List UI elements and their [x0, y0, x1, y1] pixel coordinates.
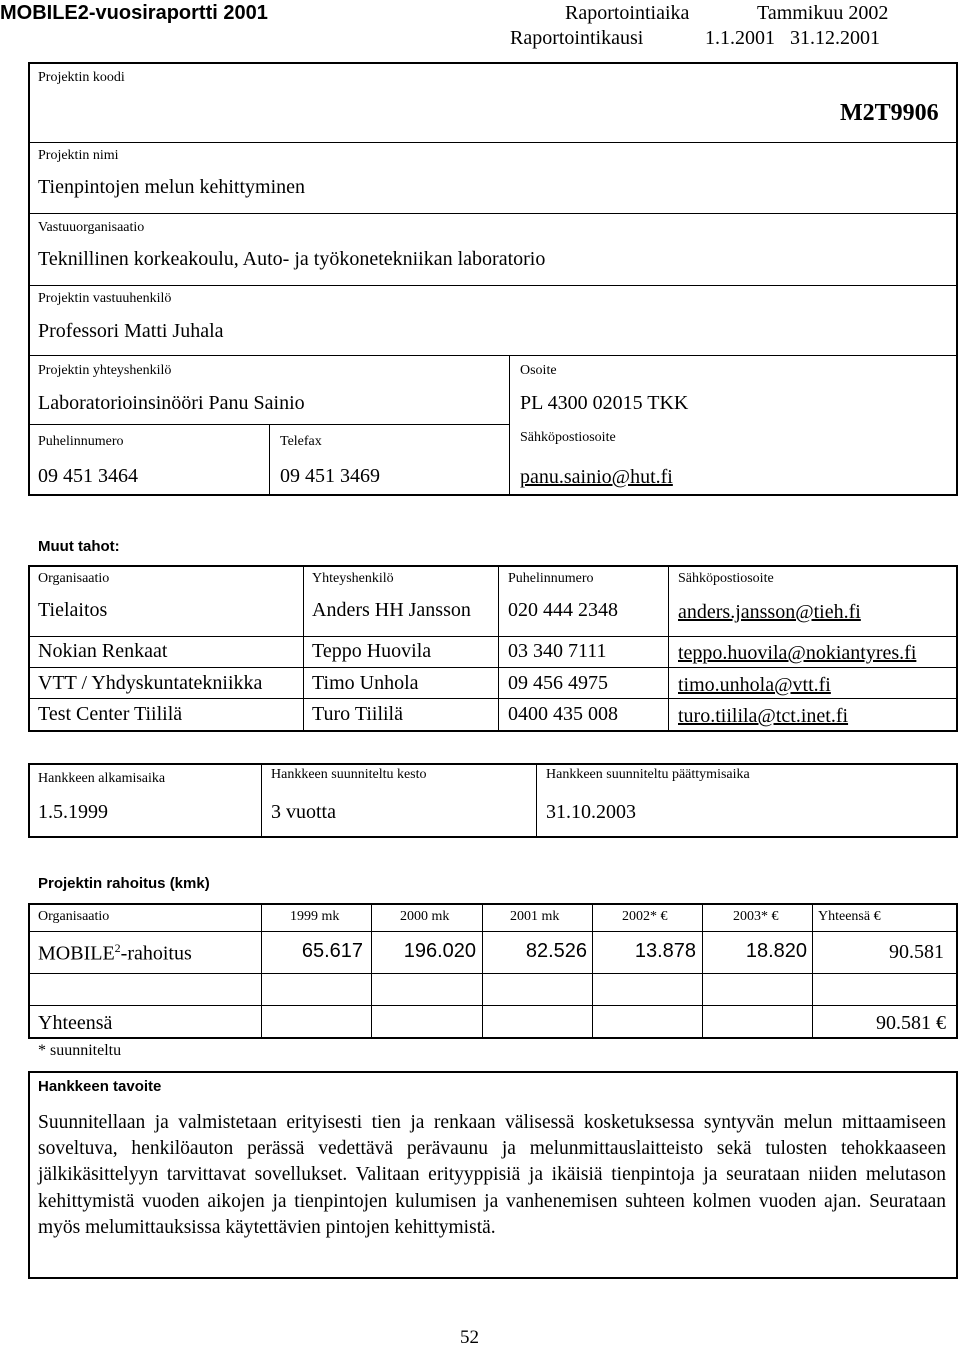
others-phone: 03 340 7111: [508, 640, 607, 662]
others-header-contact: Yhteyshenkilö: [312, 571, 394, 586]
end-label: Hankkeen suunniteltu päättymisaika: [546, 767, 750, 782]
address-label: Osoite: [520, 363, 557, 378]
funding-header-2000: 2000 mk: [400, 909, 450, 924]
others-header-phone: Puhelinnumero: [508, 571, 594, 586]
funding-row-name: MOBILE$^2$-rahoitus: [38, 941, 192, 965]
schedule-box: [28, 763, 958, 838]
manager: Professori Matti Juhala: [38, 320, 224, 342]
email-link[interactable]: panu.sainio@hut.fi: [520, 466, 673, 488]
project-name-label: Projektin nimi: [38, 148, 119, 163]
reporting-time-value: Tammikuu 2002: [757, 2, 889, 24]
project-info-box: [28, 62, 958, 496]
funding-1999-value: 65.617: [301, 940, 363, 962]
manager-label: Projektin vastuuhenkilö: [38, 291, 172, 306]
others-email-link[interactable]: turo.tiilila@tct.inet.fi: [678, 705, 849, 727]
email-label: Sähköpostiosoite: [520, 430, 616, 445]
others-contact: Teppo Huovila: [312, 640, 432, 662]
contact: Laboratorioinsinööri Panu Sainio: [38, 392, 305, 414]
others-header-email: Sähköpostiosoite: [678, 571, 774, 586]
reporting-period-label: Raportointikausi: [510, 27, 644, 49]
goal-heading: Hankkeen tavoite: [38, 1078, 162, 1095]
others-phone: 020 444 2348: [508, 599, 618, 621]
others-contact: Turo Tiililä: [312, 703, 403, 725]
start-date: 1.5.1999: [38, 801, 108, 823]
contact-label: Projektin yhteyshenkilö: [38, 363, 172, 378]
others-phone: 0400 435 008: [508, 703, 618, 725]
funding-total-value: 90.581: [889, 941, 944, 963]
fax-label: Telefax: [280, 434, 322, 449]
funding-grand-total: 90.581 €: [876, 1012, 946, 1034]
project-code-label: Projektin koodi: [38, 70, 125, 85]
phone-label: Puhelinnumero: [38, 434, 124, 449]
funding-header-1999: 1999 mk: [290, 909, 340, 924]
others-organization: Tielaitos: [38, 599, 108, 621]
others-contact: Timo Unhola: [312, 672, 419, 694]
project-code: M2T9906: [840, 100, 939, 126]
others-contact: Anders HH Jansson: [312, 599, 471, 621]
duration: 3 vuotta: [271, 801, 336, 823]
start-label: Hankkeen alkamisaika: [38, 771, 166, 786]
reporting-time-label: Raportointiaika: [565, 2, 690, 24]
others-header-organization: Organisaatio: [38, 571, 110, 586]
fax: 09 451 3469: [280, 465, 380, 487]
funding-heading: Projektin rahoitus (kmk): [38, 875, 210, 892]
funding-header-2003: 2003* €: [733, 909, 779, 924]
others-organization: Test Center Tiililä: [38, 703, 183, 725]
others-email-link[interactable]: anders.jansson@tieh.fi: [678, 601, 861, 623]
others-email-link[interactable]: teppo.huovila@nokiantyres.fi: [678, 642, 917, 664]
duration-label: Hankkeen suunniteltu kesto: [271, 767, 427, 782]
funding-header-2001: 2001 mk: [510, 909, 560, 924]
funding-header-total: Yhteensä €: [818, 909, 881, 924]
reporting-period-value: 1.1.2001 31.12.2001: [705, 27, 880, 49]
project-name: Tienpintojen melun kehittyminen: [38, 176, 306, 198]
page-number: 52: [460, 1327, 479, 1348]
funding-header-2002: 2002* €: [622, 909, 668, 924]
others-organization: Nokian Renkaat: [38, 640, 168, 662]
organization: Teknillinen korkeakoulu, Auto- ja työkonetekniikan laboratorio: [38, 248, 546, 270]
funding-2000-value: 196.020: [403, 940, 476, 962]
funding-total-label: Yhteensä: [38, 1012, 113, 1034]
report-title: MOBILE2-vuosiraportti 2001: [0, 2, 268, 24]
others-heading: Muut tahot:: [38, 538, 120, 555]
organization-label: Vastuuorganisaatio: [38, 220, 145, 235]
funding-2001-value: 82.526: [525, 940, 587, 962]
funding-header-organization: Organisaatio: [38, 909, 110, 924]
end-date: 31.10.2003: [546, 801, 636, 823]
phone: 09 451 3464: [38, 465, 138, 487]
others-organization: VTT / Yhdyskuntatekniikka: [38, 672, 263, 694]
others-phone: 09 456 4975: [508, 672, 608, 694]
others-email-link[interactable]: timo.unhola@vtt.fi: [678, 674, 831, 696]
goal-text: Suunnitellaan ja valmistetaan erityisesti tien ja renkaan välisessä kosketuksessa syntyvän melun mittaamiseen soveltuva, henkilöauton perässä vedettävä perävaunu ja melunmittauslaitteisto sekä tulosten tehokkaaseen jälkikäsittelyyn tarvittavat sovellukset. Valitaan erityyppisiä ja ikäisiä tienpintoja ja seurataan niiden melutason kehittymistä vuoden aikojen ja tienpintojen kulumisen ja vanhenemisen suhteen kolmen vuoden ajan. Seurataan myös melumittauksissa käytettävien pintojen kehittymistä.: [38, 1112, 946, 1238]
funding-2002-value: 13.878: [634, 940, 696, 962]
address: PL 4300 02015 TKK: [520, 392, 689, 414]
funding-2003-value: 18.820: [745, 940, 807, 962]
funding-footnote: * suunniteltu: [38, 1042, 122, 1059]
